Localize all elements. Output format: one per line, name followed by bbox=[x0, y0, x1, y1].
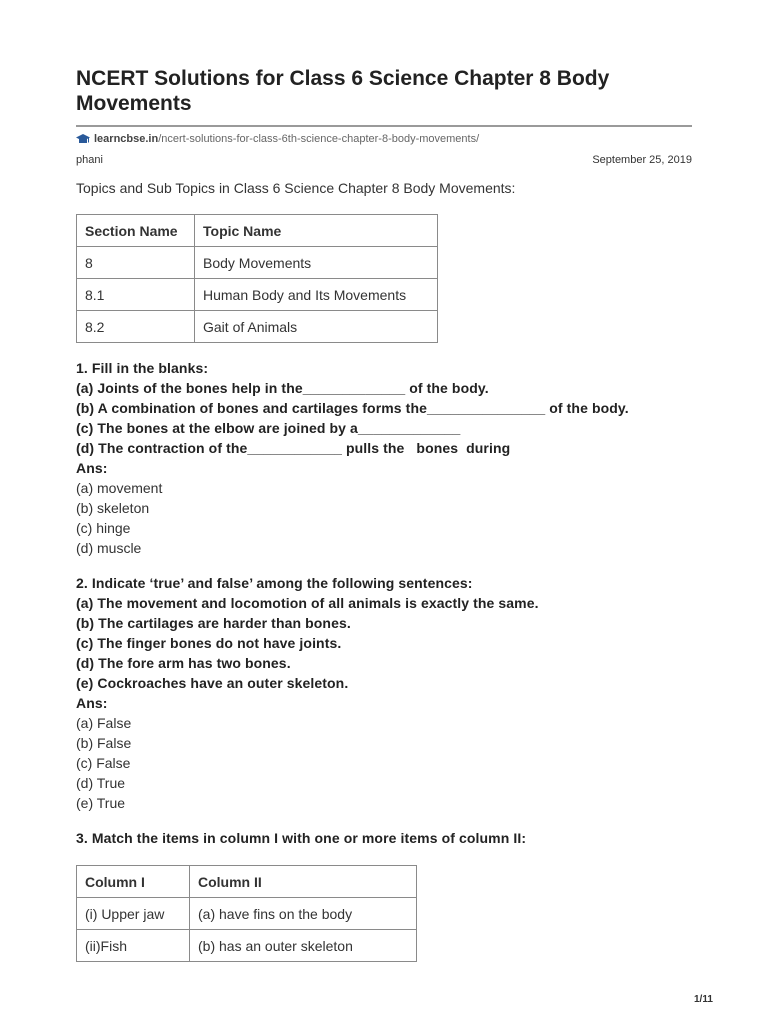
question-part: (c) The finger bones do not have joints. bbox=[76, 635, 342, 651]
match-table bbox=[76, 865, 417, 962]
question-heading: 3. Match the items in column I with one or more items of column II: bbox=[76, 830, 527, 846]
answer: (d) True bbox=[76, 775, 126, 791]
table-row bbox=[77, 279, 438, 311]
table-row bbox=[77, 247, 438, 279]
meta-row bbox=[76, 154, 692, 166]
question-part: (e) Cockroaches have an outer skeleton. bbox=[76, 675, 349, 691]
table-cell: Human Body and Its Movements bbox=[195, 279, 438, 311]
table-header-row bbox=[77, 866, 417, 898]
table-header: Column II bbox=[190, 866, 417, 898]
table-cell: (b) has an outer skeleton bbox=[190, 930, 417, 962]
question-part: (a) Joints of the bones help in the_____________ of the body. bbox=[76, 380, 489, 396]
answer: (c) False bbox=[76, 755, 131, 771]
question-part: (b) A combination of bones and cartilages forms the_______________ of the body. bbox=[76, 400, 629, 416]
question-heading: 2. Indicate ‘true’ and false’ among the following sentences: bbox=[76, 575, 473, 591]
question-part: (d) The fore arm has two bones. bbox=[76, 655, 291, 671]
intro-text: Topics and Sub Topics in Class 6 Science Chapter 8 Body Movements: bbox=[76, 180, 516, 196]
source-line bbox=[76, 133, 696, 145]
table-cell: 8.2 bbox=[77, 311, 195, 343]
table-row bbox=[77, 930, 417, 962]
answer: (e) True bbox=[76, 795, 126, 811]
table-header-row bbox=[77, 215, 438, 247]
document-page bbox=[76, 66, 696, 962]
table-cell: Body Movements bbox=[195, 247, 438, 279]
graduation-cap-icon bbox=[76, 133, 90, 145]
question-heading: 1. Fill in the blanks: bbox=[76, 360, 209, 376]
question-2 bbox=[76, 573, 696, 813]
answer: (a) movement bbox=[76, 480, 163, 496]
answer: (c) hinge bbox=[76, 520, 131, 536]
table-header: Section Name bbox=[77, 215, 195, 247]
table-cell: 8 bbox=[77, 247, 195, 279]
answer-label: Ans: bbox=[76, 695, 108, 711]
source-path[interactable]: /ncert-solutions-for-class-6th-science-chapter-8-body-movements/ bbox=[158, 133, 480, 145]
table-header: Column I bbox=[77, 866, 190, 898]
table-header: Topic Name bbox=[195, 215, 438, 247]
table-cell: (i) Upper jaw bbox=[77, 898, 190, 930]
answer: (b) False bbox=[76, 735, 132, 751]
answer: (a) False bbox=[76, 715, 132, 731]
table-row bbox=[77, 311, 438, 343]
answer-label: Ans: bbox=[76, 460, 108, 476]
question-3 bbox=[76, 828, 696, 848]
page-title: NCERT Solutions for Class 6 Science Chapter 8 Body Movements bbox=[76, 67, 610, 115]
question-part: (d) The contraction of the____________ pulls the bones during bbox=[76, 440, 511, 456]
author: phani bbox=[76, 154, 103, 166]
question-1 bbox=[76, 358, 696, 558]
title-divider bbox=[76, 125, 692, 127]
publish-date: September 25, 2019 bbox=[592, 154, 692, 166]
question-part: (c) The bones at the elbow are joined by a_____________ bbox=[76, 420, 461, 436]
answer: (d) muscle bbox=[76, 540, 142, 556]
table-cell: (ii)Fish bbox=[77, 930, 190, 962]
question-part: (b) The cartilages are harder than bones. bbox=[76, 615, 351, 631]
topics-table bbox=[76, 214, 438, 343]
page-number: 1/11 bbox=[694, 994, 713, 1005]
source-domain[interactable]: learncbse.in bbox=[94, 133, 159, 145]
question-part: (a) The movement and locomotion of all animals is exactly the same. bbox=[76, 595, 539, 611]
answer: (b) skeleton bbox=[76, 500, 150, 516]
table-cell: 8.1 bbox=[77, 279, 195, 311]
table-row bbox=[77, 898, 417, 930]
table-cell: Gait of Animals bbox=[195, 311, 438, 343]
table-cell: (a) have fins on the body bbox=[190, 898, 417, 930]
